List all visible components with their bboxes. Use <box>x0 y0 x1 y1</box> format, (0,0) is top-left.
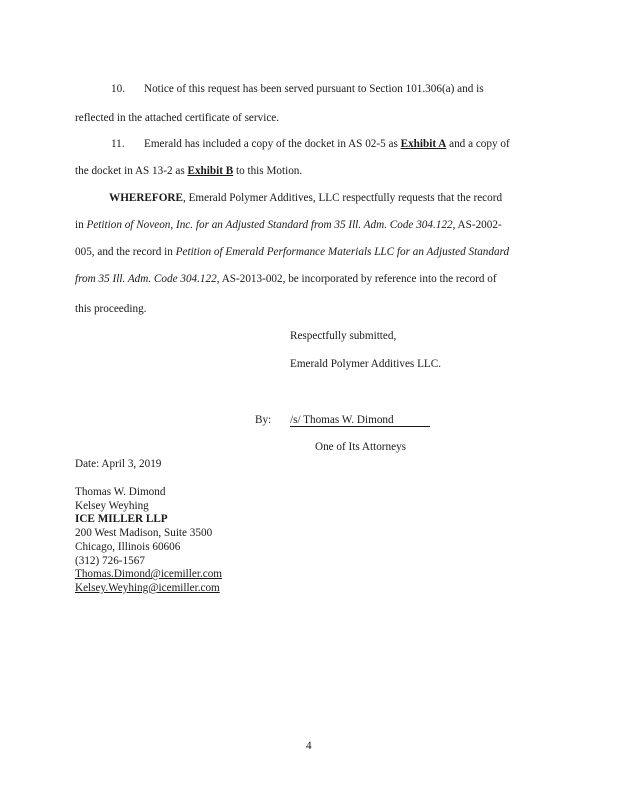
wherefore-lead: WHEREFORE <box>109 192 183 204</box>
attorney-role: One of Its Attorneys <box>315 441 407 453</box>
wherefore-line1-text: , Emerald Polymer Additives, LLC respectfully requests that the record <box>182 192 503 204</box>
wherefore-line4 <box>75 273 497 285</box>
case2-title-part1: Petition of Emerald Performance Materials LLC for an Adjusted Standard <box>175 246 510 258</box>
wherefore-line2 <box>75 219 502 231</box>
wherefore-line3 <box>75 246 509 258</box>
respectfully-submitted: Respectfully submitted, <box>290 330 397 342</box>
para10-line1: Notice of this request has been served pursuant to Section 101.306(a) and is <box>144 83 484 95</box>
exhibit-b-ref: Exhibit B <box>187 165 234 177</box>
para10-number: 10. <box>111 83 125 95</box>
para11-line1 <box>144 138 510 150</box>
case2-title-part2: from 35 Ill. Adm. Code 304.122 <box>75 273 217 285</box>
para10-line2: reflected in the attached certificate of service. <box>75 112 280 124</box>
para11-number: 11. <box>111 138 125 150</box>
firm-address-2: Chicago, Illinois 60606 <box>75 541 181 553</box>
para11-line2-text: the docket in AS 13-2 as <box>75 165 188 177</box>
signature-line: /s/ Thomas W. Dimond <box>290 414 430 427</box>
wherefore-line5: this proceeding. <box>75 303 147 315</box>
wherefore-line3-text: 005, and the record in <box>75 246 176 258</box>
party-name: Emerald Polymer Additives LLC. <box>290 358 442 370</box>
para11-line2-tail: to this Motion. <box>233 165 303 177</box>
wherefore-line2-tail: , AS-2002- <box>452 219 502 231</box>
email-link-1[interactable]: Thomas.Dimond@icemiller.com <box>75 568 223 580</box>
attorney-name-1: Thomas W. Dimond <box>75 486 166 498</box>
firm-address-1: 200 West Madison, Suite 3500 <box>75 527 213 539</box>
para11-line1-text: Emerald has included a copy of the docket in AS 02-5 as <box>144 138 401 150</box>
page-number: 4 <box>306 740 312 752</box>
law-firm-name: ICE MILLER LLP <box>75 513 168 525</box>
firm-phone: (312) 726-1567 <box>75 555 145 567</box>
para11-line2 <box>75 165 302 177</box>
by-label: By: <box>255 414 272 426</box>
para11-line1-tail: and a copy of <box>446 138 510 150</box>
exhibit-a-ref: Exhibit A <box>400 138 447 150</box>
wherefore-line2-text: in <box>75 219 87 231</box>
attorney-name-2: Kelsey Weyhing <box>75 500 149 512</box>
case1-title: Petition of Noveon, Inc. for an Adjusted Standard from 35 Ill. Adm. Code 304.122 <box>86 219 453 231</box>
email-link-2[interactable]: Kelsey.Weyhing@icemiller.com <box>75 582 220 594</box>
filing-date: Date: April 3, 2019 <box>75 458 162 470</box>
wherefore-line1 <box>109 192 502 204</box>
wherefore-line4-tail: , AS-2013-002, be incorporated by reference into the record of <box>216 273 497 285</box>
